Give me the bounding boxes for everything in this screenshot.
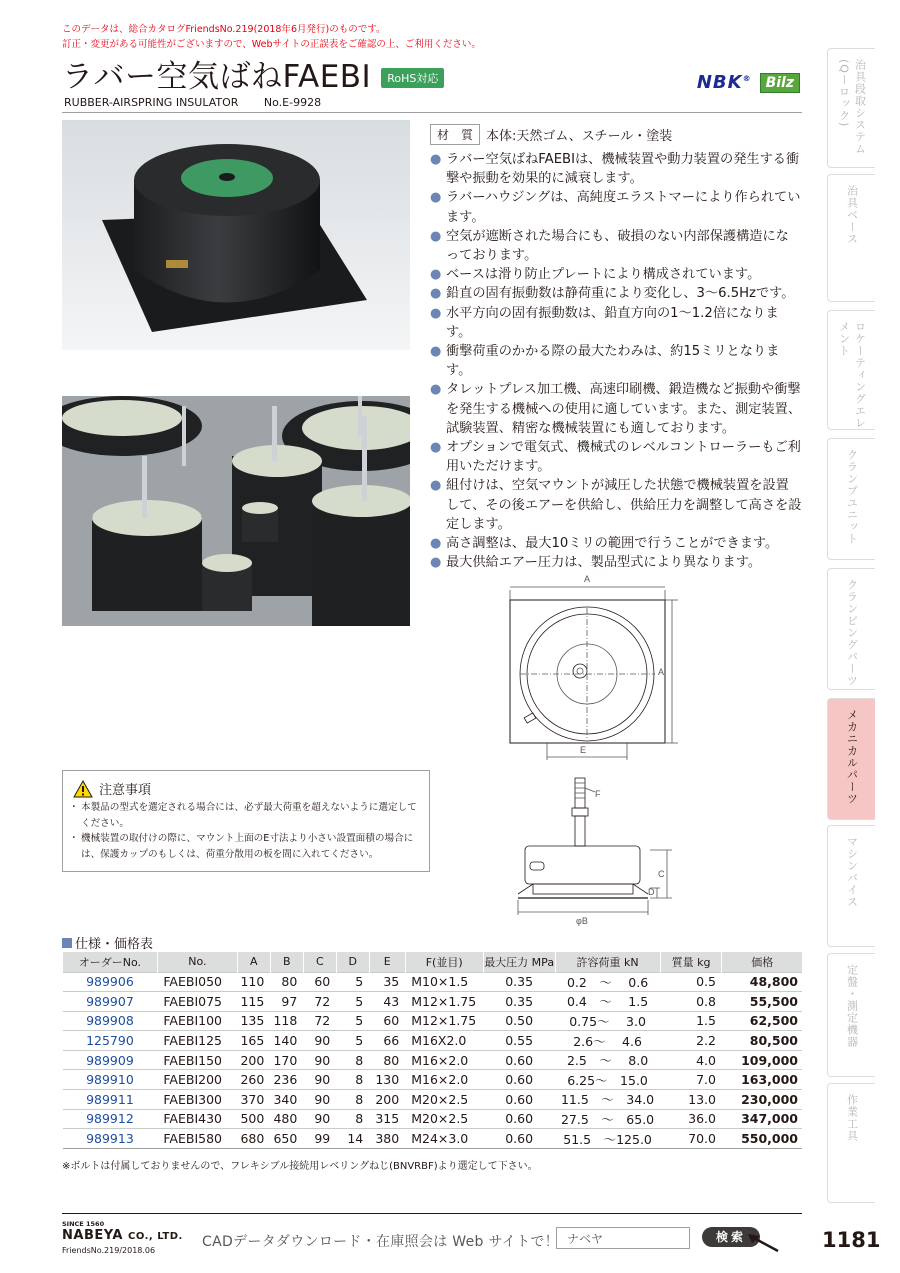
- table-cell: 370: [237, 1090, 270, 1110]
- table-cell: 97: [270, 992, 303, 1012]
- table-cell: 11.5 ～ 34.0: [555, 1090, 660, 1110]
- notice-line-2: 訂正・変更がある可能性がございますので、Webサイトの正誤表をご確認の上、ご利用ください。: [62, 39, 481, 50]
- table-cell: 118: [270, 1011, 303, 1031]
- page-title: ラバー空気ばねFAEBI: [62, 59, 372, 95]
- table-cell: 90: [303, 1090, 336, 1110]
- table-cell: 380: [369, 1129, 405, 1149]
- table-cell: 80: [369, 1050, 405, 1070]
- nbk-logo: NBK®: [696, 72, 752, 93]
- caution-list: [63, 800, 429, 862]
- caution-item: ・ 機械装置の取付けの際に、マウント上面のE寸法より小さい設置面積の場合には、保護カップのもしくは、荷重分散用の板を間に入れてください。: [71, 831, 421, 862]
- feature-item: ● 空気が遮断された場合にも、破損のない内部保護構造になっております。: [430, 227, 802, 265]
- table-cell: 7.0: [660, 1070, 722, 1090]
- table-cell: FAEBI430: [157, 1109, 237, 1129]
- col-header: E: [369, 952, 405, 972]
- table-cell: 80,500: [722, 1031, 802, 1051]
- caution-box: [62, 770, 430, 872]
- col-header: A: [237, 952, 270, 972]
- table-cell: 200: [369, 1090, 405, 1110]
- order-number-link[interactable]: 989912: [63, 1109, 158, 1129]
- sidebar-tab[interactable]: マシンバイス: [827, 825, 875, 947]
- sidebar-tab[interactable]: クランプユニット: [827, 438, 875, 560]
- table-cell: 0.8: [660, 992, 722, 1012]
- table-cell: 115: [237, 992, 270, 1012]
- since-label: SINCE 1560: [62, 1220, 105, 1228]
- table-cell: 5: [336, 1031, 369, 1051]
- col-header: オーダーNo.: [63, 952, 158, 972]
- order-number-link[interactable]: 989907: [63, 992, 158, 1012]
- table-cell: 0.60: [483, 1090, 555, 1110]
- table-cell: 48,800: [722, 972, 802, 992]
- table-cell: 135: [237, 1011, 270, 1031]
- table-cell: 163,000: [722, 1070, 802, 1090]
- feature-item: ● 水平方向の固有振動数は、鉛直方向の1～1.2倍になります。: [430, 304, 802, 342]
- title-row: [62, 56, 444, 96]
- table-cell: 0.55: [483, 1031, 555, 1051]
- table-row: [63, 1090, 803, 1110]
- feature-item: ● ラバーハウジングは、高純度エラストマーにより作られています。: [430, 188, 802, 226]
- table-cell: FAEBI050: [157, 972, 237, 992]
- table-cell: 90: [303, 1070, 336, 1090]
- table-cell: FAEBI100: [157, 1011, 237, 1031]
- table-cell: 0.4 ～ 1.5: [555, 992, 660, 1012]
- table-cell: 8: [336, 1070, 369, 1090]
- col-header: B: [270, 952, 303, 972]
- table-cell: 5: [336, 992, 369, 1012]
- material-value: 本体:天然ゴム、スチール・塗装: [486, 129, 673, 144]
- dim-label-d: D: [648, 887, 655, 897]
- table-cell: 0.60: [483, 1129, 555, 1149]
- feature-item: ● ベースは滑り防止プレートにより構成されています。: [430, 265, 802, 284]
- order-number-link[interactable]: 989908: [63, 1011, 158, 1031]
- table-cell: 90: [303, 1050, 336, 1070]
- table-cell: 480: [270, 1109, 303, 1129]
- table-cell: 70.0: [660, 1129, 722, 1149]
- bilz-logo: Bilz: [760, 73, 800, 93]
- catalog-edition: FriendsNo.219/2018.06: [62, 1246, 156, 1255]
- square-bullet-icon: [62, 938, 72, 948]
- notice-line-1: このデータは、総合カタログFriendsNo.219(2018年6月発行)のものです。: [62, 24, 386, 35]
- col-header: No.: [157, 952, 237, 972]
- spec-price-table: [62, 952, 802, 1149]
- table-cell: 2.2: [660, 1031, 722, 1051]
- table-cell: 51.5 ～125.0: [555, 1129, 660, 1149]
- sidebar-tab[interactable]: 治具段取システム(Qーロック): [827, 48, 875, 168]
- table-cell: 13.0: [660, 1090, 722, 1110]
- col-header: 価格: [722, 952, 802, 972]
- table-cell: 140: [270, 1031, 303, 1051]
- table-cell: 2.6～ 4.6: [555, 1031, 660, 1051]
- pointer-cursor-icon: [748, 1234, 782, 1254]
- table-cell: 90: [303, 1109, 336, 1129]
- table-cell: 62,500: [722, 1011, 802, 1031]
- table-cell: M10×1.5: [405, 972, 483, 992]
- table-cell: 170: [270, 1050, 303, 1070]
- table-cell: 60: [369, 1011, 405, 1031]
- feature-item: ● ラバー空気ばねFAEBIは、機械装置や動力装置の発生する衝撃や振動を効果的に減衰します。: [430, 150, 802, 188]
- table-cell: 130: [369, 1070, 405, 1090]
- table-cell: M12×1.75: [405, 992, 483, 1012]
- dim-label-a-side: A: [658, 667, 665, 677]
- table-cell: 165: [237, 1031, 270, 1051]
- table-cell: 230,000: [722, 1090, 802, 1110]
- sidebar-tab[interactable]: ロケーティングエレメント: [827, 310, 875, 430]
- sidebar-tab[interactable]: 治具ベース: [827, 174, 875, 302]
- table-cell: FAEBI125: [157, 1031, 237, 1051]
- table-cell: 55,500: [722, 992, 802, 1012]
- company-logo: NABEYA CO., LTD.: [62, 1228, 183, 1243]
- table-row: [63, 992, 803, 1012]
- table-cell: 72: [303, 992, 336, 1012]
- col-header: C: [303, 952, 336, 972]
- caution-title: 注意事項: [99, 783, 152, 798]
- table-cell: 36.0: [660, 1109, 722, 1129]
- table-cell: 200: [237, 1050, 270, 1070]
- table-cell: 43: [369, 992, 405, 1012]
- table-cell: 72: [303, 1011, 336, 1031]
- material-spec: [430, 124, 672, 145]
- table-cell: M16×2.0: [405, 1050, 483, 1070]
- title-divider: [62, 112, 802, 113]
- dim-label-a-top: A: [584, 574, 591, 584]
- table-row: [63, 1129, 803, 1149]
- table-cell: 1.5: [660, 1011, 722, 1031]
- table-cell: 27.5 ～ 65.0: [555, 1109, 660, 1129]
- table-cell: 500: [237, 1109, 270, 1129]
- table-cell: 0.2 ～ 0.6: [555, 972, 660, 992]
- dim-label-e: E: [580, 745, 587, 755]
- table-cell: 80: [270, 972, 303, 992]
- table-cell: 0.75～ 3.0: [555, 1011, 660, 1031]
- table-cell: 260: [237, 1070, 270, 1090]
- table-cell: 340: [270, 1090, 303, 1110]
- table-cell: 0.50: [483, 1011, 555, 1031]
- warning-icon: [73, 780, 93, 798]
- table-cell: 99: [303, 1129, 336, 1149]
- table-row: [63, 1109, 803, 1129]
- material-label: 材 質: [430, 124, 480, 145]
- footer-divider: [62, 1213, 802, 1214]
- table-cell: 0.60: [483, 1109, 555, 1129]
- search-input[interactable]: ナベヤ: [556, 1227, 690, 1249]
- table-cell: 0.60: [483, 1050, 555, 1070]
- table-cell: 14: [336, 1129, 369, 1149]
- dimension-drawing: [500, 570, 800, 940]
- table-cell: M16×2.0: [405, 1070, 483, 1090]
- table-cell: 8: [336, 1090, 369, 1110]
- sidebar-tab[interactable]: クランピングパーツ: [827, 568, 875, 690]
- table-cell: 236: [270, 1070, 303, 1090]
- page-number: 1181: [822, 1228, 881, 1252]
- table-cell: 0.35: [483, 972, 555, 992]
- order-number-link[interactable]: 989910: [63, 1070, 158, 1090]
- table-cell: M20×2.5: [405, 1109, 483, 1129]
- table-row: [63, 1011, 803, 1031]
- sidebar-tab[interactable]: 定盤・測定機器: [827, 953, 875, 1077]
- table-row: [63, 1070, 803, 1090]
- dim-label-f: F: [595, 789, 601, 799]
- table-row: [63, 972, 803, 992]
- product-photo-group: [62, 396, 410, 626]
- table-cell: FAEBI150: [157, 1050, 237, 1070]
- dim-label-c: C: [658, 869, 665, 879]
- order-number-link[interactable]: 989913: [63, 1129, 158, 1149]
- search-button[interactable]: 検索: [702, 1227, 760, 1247]
- table-cell: 35: [369, 972, 405, 992]
- product-subtitle: [64, 96, 321, 109]
- sidebar-tab[interactable]: メカニカルパーツ: [827, 698, 875, 820]
- table-cell: 5: [336, 972, 369, 992]
- table-cell: 66: [369, 1031, 405, 1051]
- feature-item: ● 鉛直の固有振動数は静荷重により変化し、3～6.5Hzです。: [430, 284, 802, 303]
- table-header-row: [63, 952, 803, 972]
- table-cell: 0.60: [483, 1070, 555, 1090]
- table-cell: 0.35: [483, 992, 555, 1012]
- table-cell: 90: [303, 1031, 336, 1051]
- table-title: 仕様・価格表: [62, 933, 153, 952]
- col-header: 質量 kg: [660, 952, 722, 972]
- caution-header: [63, 771, 429, 800]
- feature-item: ● オプションで電気式、機械式のレベルコントローラーもご利用いただけます。: [430, 438, 802, 476]
- table-row: [63, 1031, 803, 1051]
- col-header: F(並目): [405, 952, 483, 972]
- table-cell: FAEBI075: [157, 992, 237, 1012]
- table-cell: M20×2.5: [405, 1090, 483, 1110]
- order-number-link[interactable]: 989906: [63, 972, 158, 992]
- cad-download-text: CADデータダウンロード・在庫照会は Web サイトで！: [202, 1234, 559, 1250]
- table-cell: 8: [336, 1109, 369, 1129]
- table-cell: 4.0: [660, 1050, 722, 1070]
- feature-item: ● 最大供給エアー圧力は、製品型式により異なります。: [430, 553, 802, 572]
- dim-label-b: φB: [576, 916, 588, 926]
- order-number-link[interactable]: 989911: [63, 1090, 158, 1110]
- feature-item: ● 組付けは、空気マウントが減圧した状態で機械装置を設置して、その後エアーを供給し、供給圧力を調整して高さを設定します。: [430, 476, 802, 534]
- catalog-notice: [62, 22, 481, 52]
- table-cell: 347,000: [722, 1109, 802, 1129]
- table-cell: 2.5 ～ 8.0: [555, 1050, 660, 1070]
- order-number-link[interactable]: 989909: [63, 1050, 158, 1070]
- table-cell: 680: [237, 1129, 270, 1149]
- table-body: [63, 972, 803, 1148]
- item-number: No.E-9928: [263, 96, 322, 109]
- table-note: ※ボルトは付属しておりませんので、フレキシブル接続用レベリングねじ(BNVRBF)より選定して下さい。: [62, 1161, 538, 1172]
- table-cell: 315: [369, 1109, 405, 1129]
- caution-item: ・ 本製品の型式を選定される場合には、必ず最大荷重を超えないように選定してください。: [71, 800, 421, 831]
- table-cell: 110: [237, 972, 270, 992]
- col-header: D: [336, 952, 369, 972]
- table-cell: 550,000: [722, 1129, 802, 1149]
- table-cell: FAEBI200: [157, 1070, 237, 1090]
- brand-logos: [697, 72, 800, 93]
- table-cell: 60: [303, 972, 336, 992]
- table-cell: M16X2.0: [405, 1031, 483, 1051]
- col-header: 許容荷重 kN: [555, 952, 660, 972]
- feature-item: ● 衝撃荷重のかかる際の最大たわみは、約15ミリとなります。: [430, 342, 802, 380]
- table-cell: 109,000: [722, 1050, 802, 1070]
- rohs-badge: RoHS対応: [381, 68, 444, 88]
- feature-list: [430, 150, 802, 572]
- product-photo-single: [62, 120, 410, 350]
- col-header: 最大圧力 MPa: [483, 952, 555, 972]
- table-cell: 6.25～ 15.0: [555, 1070, 660, 1090]
- table-row: [63, 1050, 803, 1070]
- table-cell: FAEBI580: [157, 1129, 237, 1149]
- sidebar-tab[interactable]: 作業工具: [827, 1083, 875, 1203]
- feature-item: ● タレットプレス加工機、高速印刷機、鍛造機など振動や衝撃を発生する機械への使用に適しています。また、測定装置、試験装置、精密な機械装置にも適しております。: [430, 380, 802, 438]
- table-cell: M24×3.0: [405, 1129, 483, 1149]
- order-number-link[interactable]: 125790: [63, 1031, 158, 1051]
- subtitle-en: RUBBER-AIRSPRING INSULATOR: [64, 96, 239, 109]
- table-cell: M12×1.75: [405, 1011, 483, 1031]
- table-cell: 0.5: [660, 972, 722, 992]
- table-cell: 650: [270, 1129, 303, 1149]
- table-cell: FAEBI300: [157, 1090, 237, 1110]
- feature-item: ● 高さ調整は、最大10ミリの範囲で行うことができます。: [430, 534, 802, 553]
- table-cell: 8: [336, 1050, 369, 1070]
- table-cell: 5: [336, 1011, 369, 1031]
